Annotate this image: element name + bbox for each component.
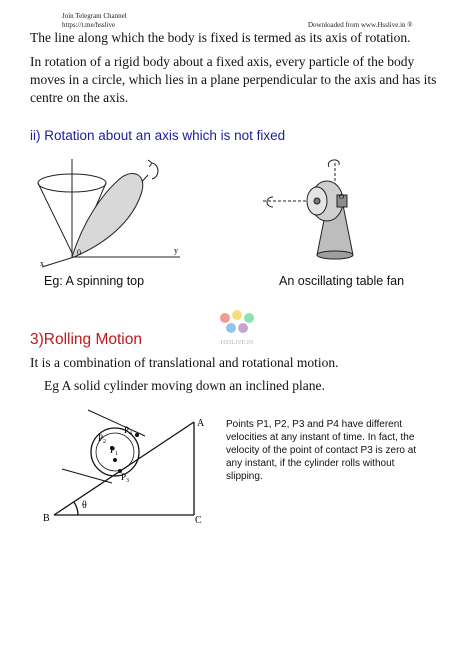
watermark-text: HSSLIVE.IN (220, 340, 254, 346)
rotation-paragraph-line: moves in a circle, which lies in a plane perpendicular to the axis and has its (30, 72, 437, 87)
header-left (62, 12, 127, 30)
rotation-arrow (267, 197, 273, 207)
header-right: Downloaded from www.Hsslive.in ® (308, 21, 413, 29)
p1-label: $P_1$ (110, 445, 119, 457)
fan-o-label: O (339, 193, 345, 201)
theta-arc (74, 502, 78, 515)
inclined-plane-figure (40, 405, 215, 530)
top-body (72, 173, 143, 257)
p2-label: $P_2$ (98, 433, 107, 445)
header-telegram-text: Join Telegram Channel (62, 12, 127, 20)
vertex-b-label: B (43, 513, 50, 524)
cone-line (38, 183, 74, 257)
spin-arrow (152, 163, 158, 179)
section-ii-heading: ii) Rotation about an axis which is not fixed (30, 128, 286, 143)
theta-label: θ (82, 500, 87, 511)
fan-base (317, 251, 353, 259)
axis-definition: The line along which the body is fixed is termed as its axis of rotation. (30, 30, 411, 45)
fan-hub (314, 198, 320, 204)
rolling-note-line: slipping. (226, 471, 263, 482)
origin-label: 0 (77, 248, 81, 257)
table-fan-caption: An oscillating table fan (279, 274, 405, 288)
rolling-note-line: any instant, if the cylinder rolls without (226, 458, 395, 469)
vertex-c-label: C (195, 515, 202, 526)
hsslive-watermark-logo (212, 306, 262, 348)
p3-label: $P_3$ (121, 472, 130, 484)
rolling-motion-heading: 3)Rolling Motion (30, 331, 142, 348)
rotation-paragraph (30, 53, 436, 107)
spinning-top-caption: Eg: A spinning top (44, 274, 145, 288)
spinning-top-figure (30, 155, 190, 270)
point-p4 (135, 433, 139, 437)
table-fan-figure (255, 155, 385, 260)
rolling-note (226, 418, 416, 483)
rotation-paragraph-line: centre on the axis. (30, 90, 129, 105)
rotation-paragraph-line: In rotation of a rigid body about a fixed axis, every particle of the body (30, 54, 415, 69)
rolling-motion-description: It is a combination of translational and rotational motion. (30, 355, 339, 370)
rolling-motion-example: Eg A solid cylinder moving down an inclined plane. (44, 378, 325, 393)
x-axis-label: x (40, 259, 44, 268)
spin-arrowhead (148, 160, 152, 167)
velocity-line-bottom (62, 469, 112, 483)
y-axis-label: y (174, 246, 178, 255)
point-p1 (113, 458, 117, 462)
velocity-line-top (88, 410, 145, 436)
p4-label: $P_4$ (124, 425, 133, 437)
oscillation-arrow (328, 160, 339, 167)
header-telegram-link[interactable]: https://t.me/hsslive (62, 21, 116, 29)
vertex-a-label: A (197, 418, 205, 429)
rolling-note-line: Points P1, P2, P3 and P4 have different (226, 419, 403, 430)
x-axis (42, 257, 74, 267)
rolling-note-line: velocities at any instant of time. In fact, the (226, 432, 415, 443)
rolling-note-line: velocity of the point of contact P3 is zero at (226, 445, 417, 456)
